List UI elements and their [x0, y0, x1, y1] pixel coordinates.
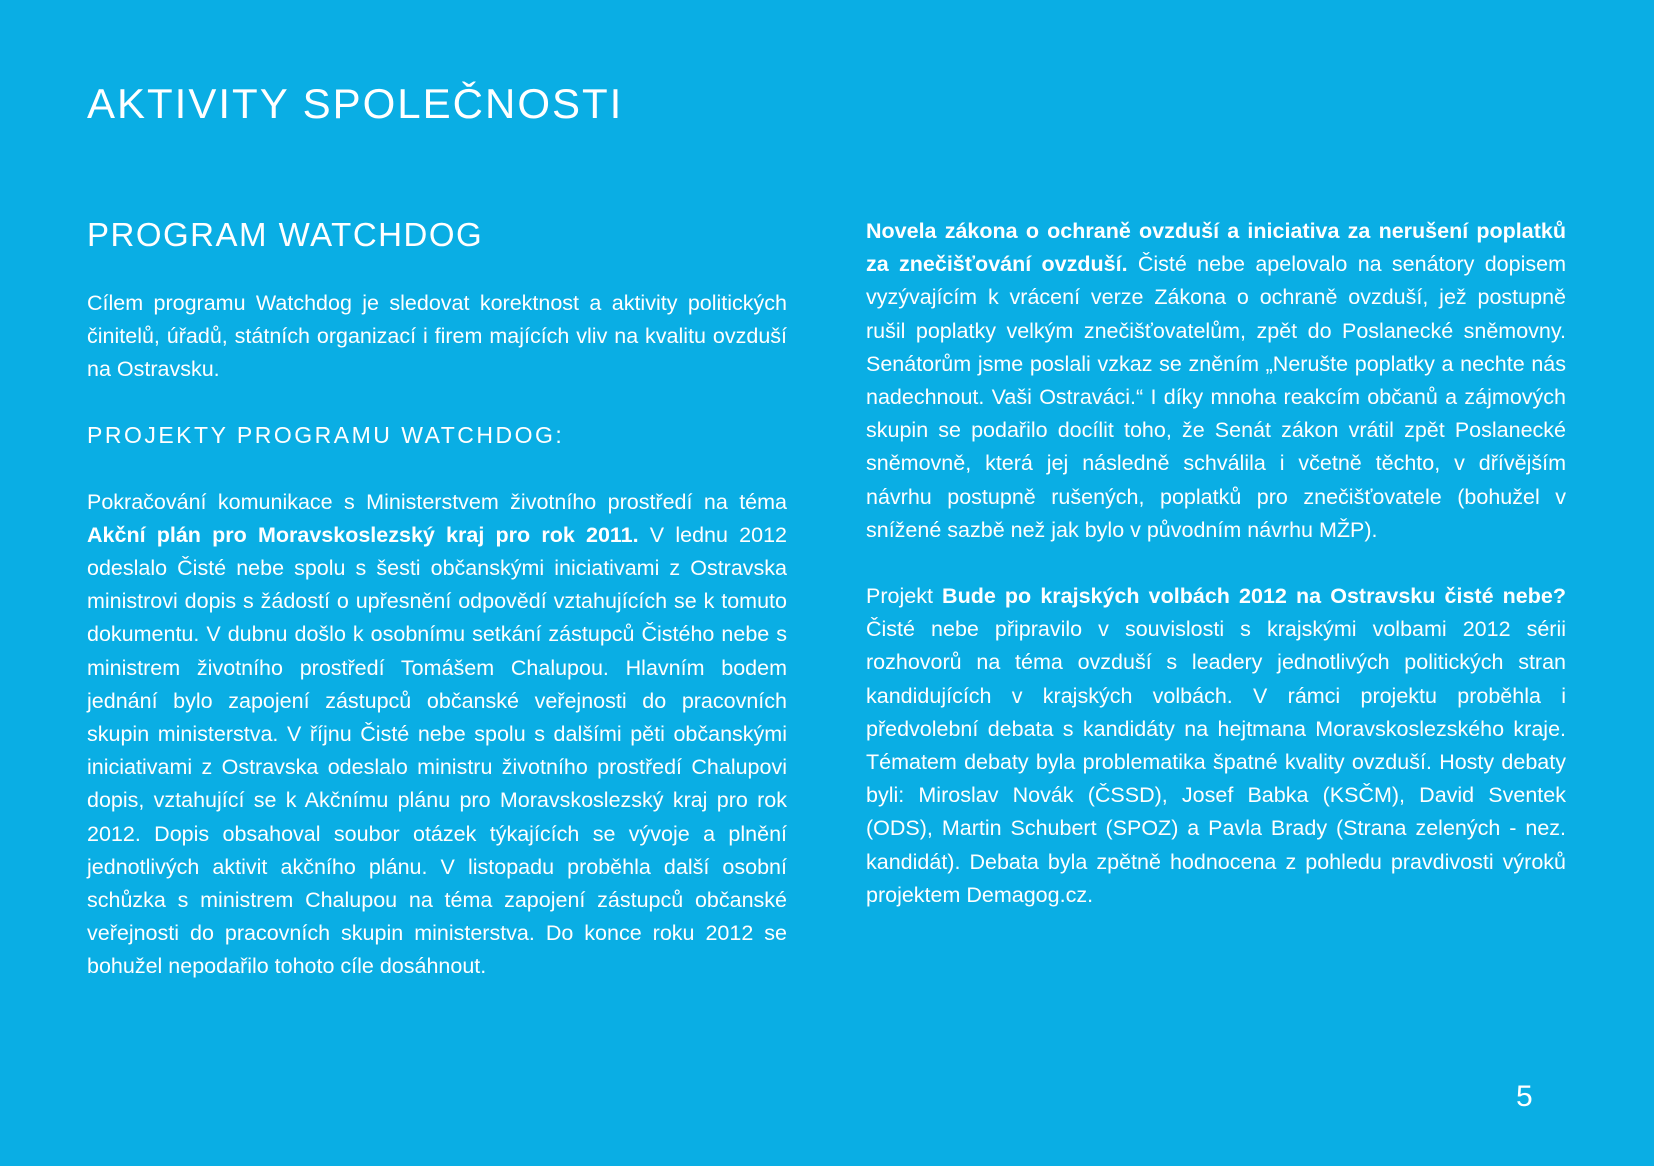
air-protection-law-highlight: Novela zákona o ochraně ovzduší a iniciativa za nerušení poplatků za znečišťování ovzduší.: [866, 219, 1566, 277]
regional-elections-paragraph: [866, 580, 1566, 912]
action-plan-text-rest: V lednu 2012 odeslalo Čisté nebe spolu s šesti občanskými iniciativami z Ostravska ministrovi dopis s žádostí o upřesnění odpovědí vztahujících se k tomuto dokumentu. V dubnu došlo k osobnímu setkání zástupců Čistého nebe s ministrem životního prostředí Tomášem Chalupou. Hlavním bodem jednání bylo zapojení zástupců občanské veřejnosti do pracovních skupin ministerstva. V říjnu Čisté nebe spolu s dalšími pěti občanskými iniciativami z Ostravska odeslalo ministru životního prostředí Chalupovi dopis, vztahující se k Akčnímu plánu pro Moravskoslezský kraj pro rok 2012. Dopis obsahoval soubor otázek týkajících se vývoje a plnění jednotlivých aktivit akčního plánu. V listopadu proběhla další osobní schůzka s ministrem Chalupou na téma zapojení zástupců občanské veřejnosti do pracovních skupin ministerstva. Do konce roku 2012 se bohužel nepodařilo tohoto cíle dosáhnout.: [87, 522, 787, 979]
regional-elections-text-rest: Čisté nebe připravilo v souvislosti s krajskými volbami 2012 sérii rozhovorů na téma ovzduší s leadery jednotlivých politických stran kandidujících v krajských volbách. V rámci projektu proběhla i předvolební debata s kandidáty na hejtmana Moravskoslezského kraje. Tématem debaty byla problematika špatné kvality ovzduší. Hosty debaty byli: Miroslav Novák (ČSSD), Josef Babka (KSČM), David Sventek (ODS), Martin Schubert (SPOZ) a Pavla Brady (Strana zelených - nez. kandidát). Debata byla zpětně hodnocena z pohledu pravdivosti výroků projektem Demagog.cz.: [866, 617, 1566, 907]
left-column: [87, 215, 787, 1017]
subsection-title: PROJEKTY PROGRAMU WATCHDOG:: [87, 421, 565, 448]
regional-elections-text-start: Projekt: [866, 584, 943, 609]
action-plan-text-start: Pokračování komunikace s Ministerstvem životního prostředí na téma: [87, 489, 787, 514]
page-number: 5: [1516, 1080, 1533, 1113]
regional-elections-highlight: Bude po krajských volbách 2012 na Ostravsku čisté nebe?: [942, 584, 1566, 609]
right-column: [866, 215, 1566, 945]
air-protection-law-paragraph: [866, 215, 1566, 547]
page-title: AKTIVITY SPOLEČNOSTI: [87, 80, 624, 127]
action-plan-paragraph: [87, 486, 787, 984]
section-title: PROGRAM WATCHDOG: [87, 216, 484, 253]
action-plan-highlight: Akční plán pro Moravskoslezský kraj pro rok 2011.: [87, 522, 639, 547]
intro-paragraph: Cílem programu Watchdog je sledovat korektnost a aktivity politických činitelů, úřadů, státních organizací i firem majících vliv na kvalitu ovzduší na Ostravsku.: [87, 291, 787, 382]
air-protection-law-text: Čisté nebe apelovalo na senátory dopisem vyzývajícím k vrácení verze Zákona o ochraně ovzduší, jež postupně rušil poplatky velkým znečišťovatelům, zpět do Poslanecké sněmovny. Senátorům jsme poslali vzkaz se zněním „Nerušte poplatky a nechte nás nadechnout. Vaši Ostraváci.“ I díky mnoha reakcím občanů a zájmových skupin se podařilo docílit toho, že Senát zákon vrátil zpět Poslanecké sněmovně, která jej následně schválila i včetně těchto, v dřívějším návrhu postupně rušených, poplatků pro znečišťovatele (bohužel v snížené sazbě než jak bylo v původním návrhu MŽP).: [866, 252, 1566, 542]
